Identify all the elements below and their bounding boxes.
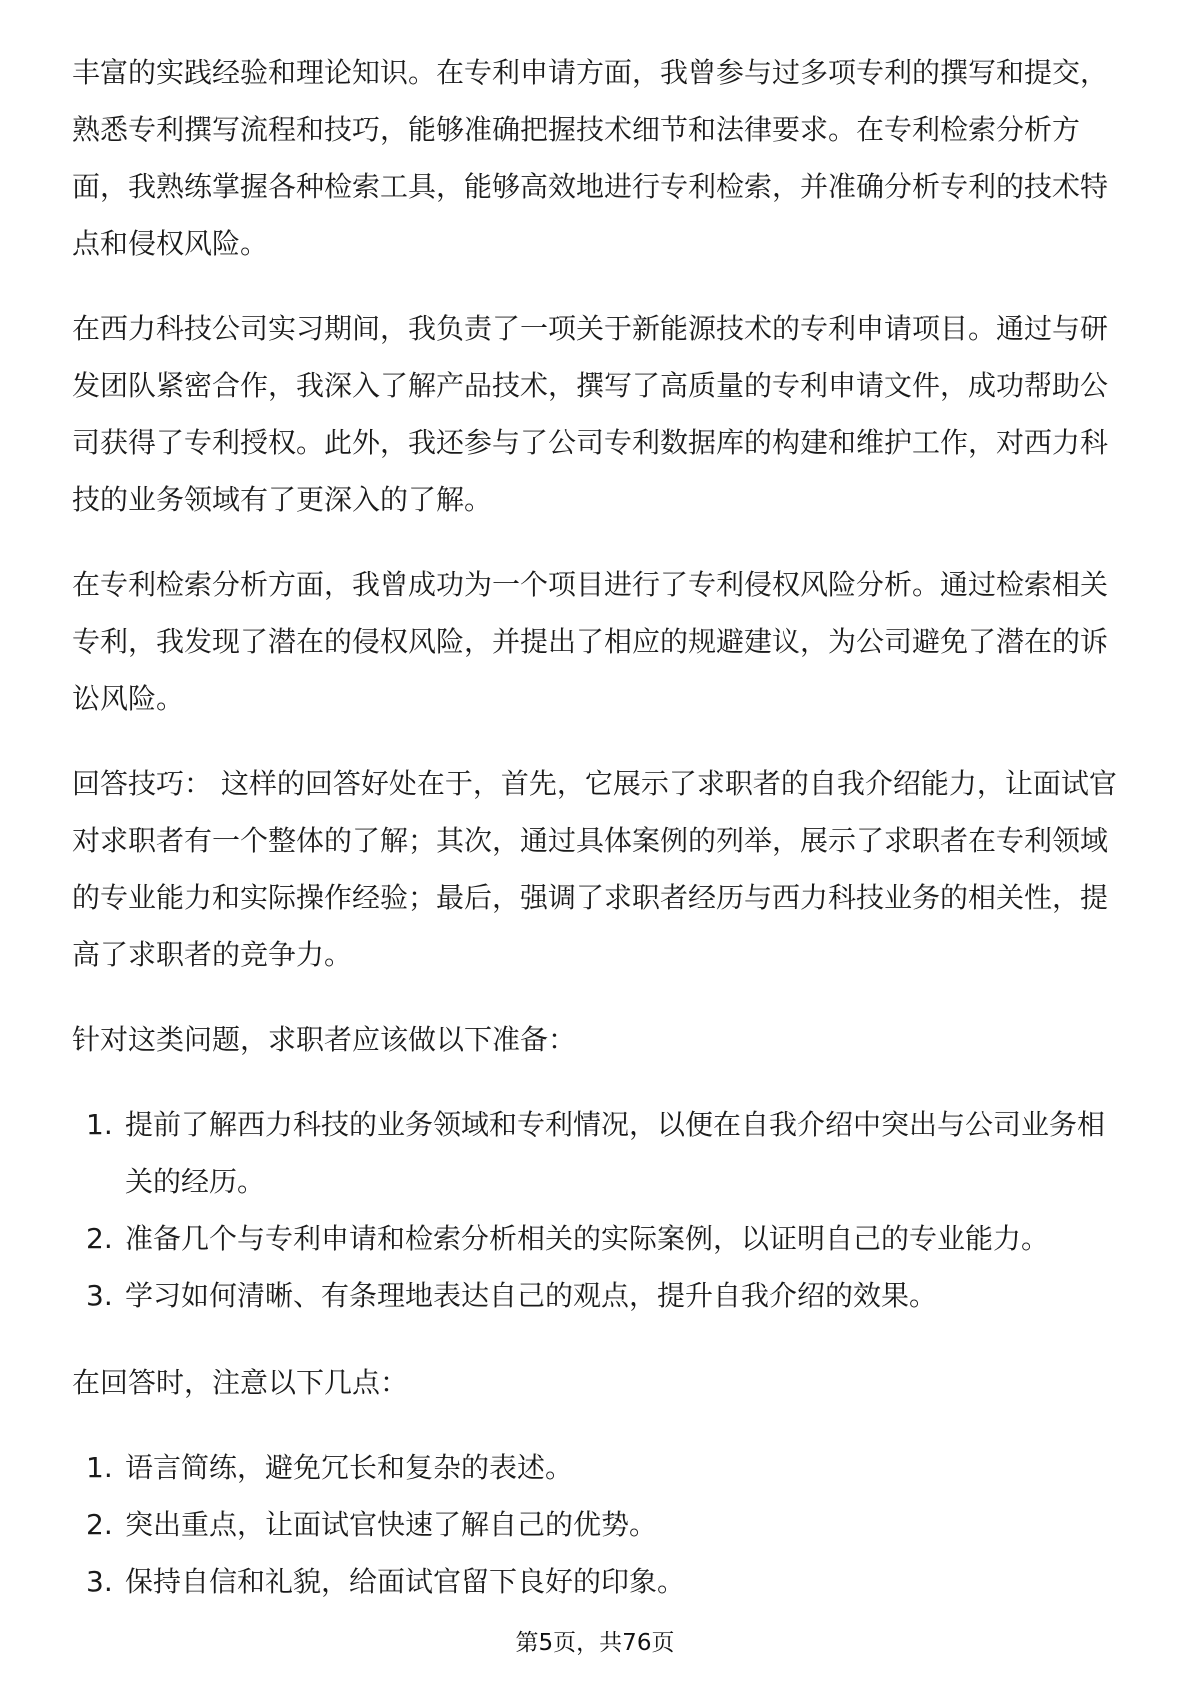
prep-list	[72, 1096, 1132, 1324]
list-text: 保持自信和礼貌，给面试官留下良好的印象。	[125, 1565, 686, 1598]
list-text: 准备几个与专利申请和检索分析相关的实际案例，以证明自己的专业能力。	[125, 1222, 1050, 1255]
paragraph-analysis: 在专利检索分析方面，我曾成功为一个项目进行了专利侵权风险分析。通过检索相关专利，我发现了潜在的侵权风险，并提出了相应的规避建议，为公司避免了潜在的诉讼风险。	[72, 568, 1109, 715]
notes-intro: 在回答时，注意以下几点：	[72, 1366, 409, 1399]
paragraph-internship: 在西力科技公司实习期间，我负责了一项关于新能源技术的专利申请项目。通过与研发团队紧密合作，我深入了解产品技术，撰写了高质量的专利申请文件，成功帮助公司获得了专利授权。此外，我还参与了公司专利数据库的构建和维护工作，对西力科技的业务领域有了更深入的了解。	[72, 312, 1109, 516]
prep-intro: 针对这类问题，求职者应该做以下准备：	[72, 1023, 577, 1056]
list-item	[72, 1096, 1132, 1210]
list-text: 提前了解西力科技的业务领域和专利情况，以便在自我介绍中突出与公司业务相关的经历。	[125, 1108, 1106, 1198]
document-body	[72, 44, 1132, 1640]
list-number: 3.	[86, 1279, 113, 1312]
list-number: 1.	[86, 1108, 113, 1141]
list-number: 1.	[86, 1451, 113, 1484]
paragraph-tips: 回答技巧： 这样的回答好处在于，首先，它展示了求职者的自我介绍能力，让面试官对求职者有一个整体的了解；其次，通过具体案例的列举，展示了求职者在专利领域的专业能力和实际操作经验；最后，强调了求职者经历与西力科技业务的相关性，提高了求职者的竞争力。	[72, 767, 1117, 971]
list-text: 学习如何清晰、有条理地表达自己的观点，提升自我介绍的效果。	[125, 1279, 938, 1312]
list-item	[72, 1439, 1132, 1496]
list-item	[72, 1267, 1132, 1324]
list-number: 2.	[86, 1222, 113, 1255]
list-item	[72, 1553, 1132, 1610]
notes-list	[72, 1439, 1132, 1610]
list-text: 突出重点，让面试官快速了解自己的优势。	[125, 1508, 658, 1541]
page-number: 第5页，共76页	[515, 1630, 675, 1656]
list-number: 2.	[86, 1508, 113, 1541]
list-item	[72, 1496, 1132, 1553]
list-number: 3.	[86, 1565, 113, 1598]
list-item	[72, 1210, 1132, 1267]
paragraph-experience: 丰富的实践经验和理论知识。在专利申请方面，我曾参与过多项专利的撰写和提交，熟悉专利撰写流程和技巧，能够准确把握技术细节和法律要求。在专利检索分析方面，我熟练掌握各种检索工具，能够高效地进行专利检索，并准确分析专利的技术特点和侵权风险。	[72, 56, 1109, 260]
list-text: 语言简练，避免冗长和复杂的表述。	[125, 1451, 574, 1484]
